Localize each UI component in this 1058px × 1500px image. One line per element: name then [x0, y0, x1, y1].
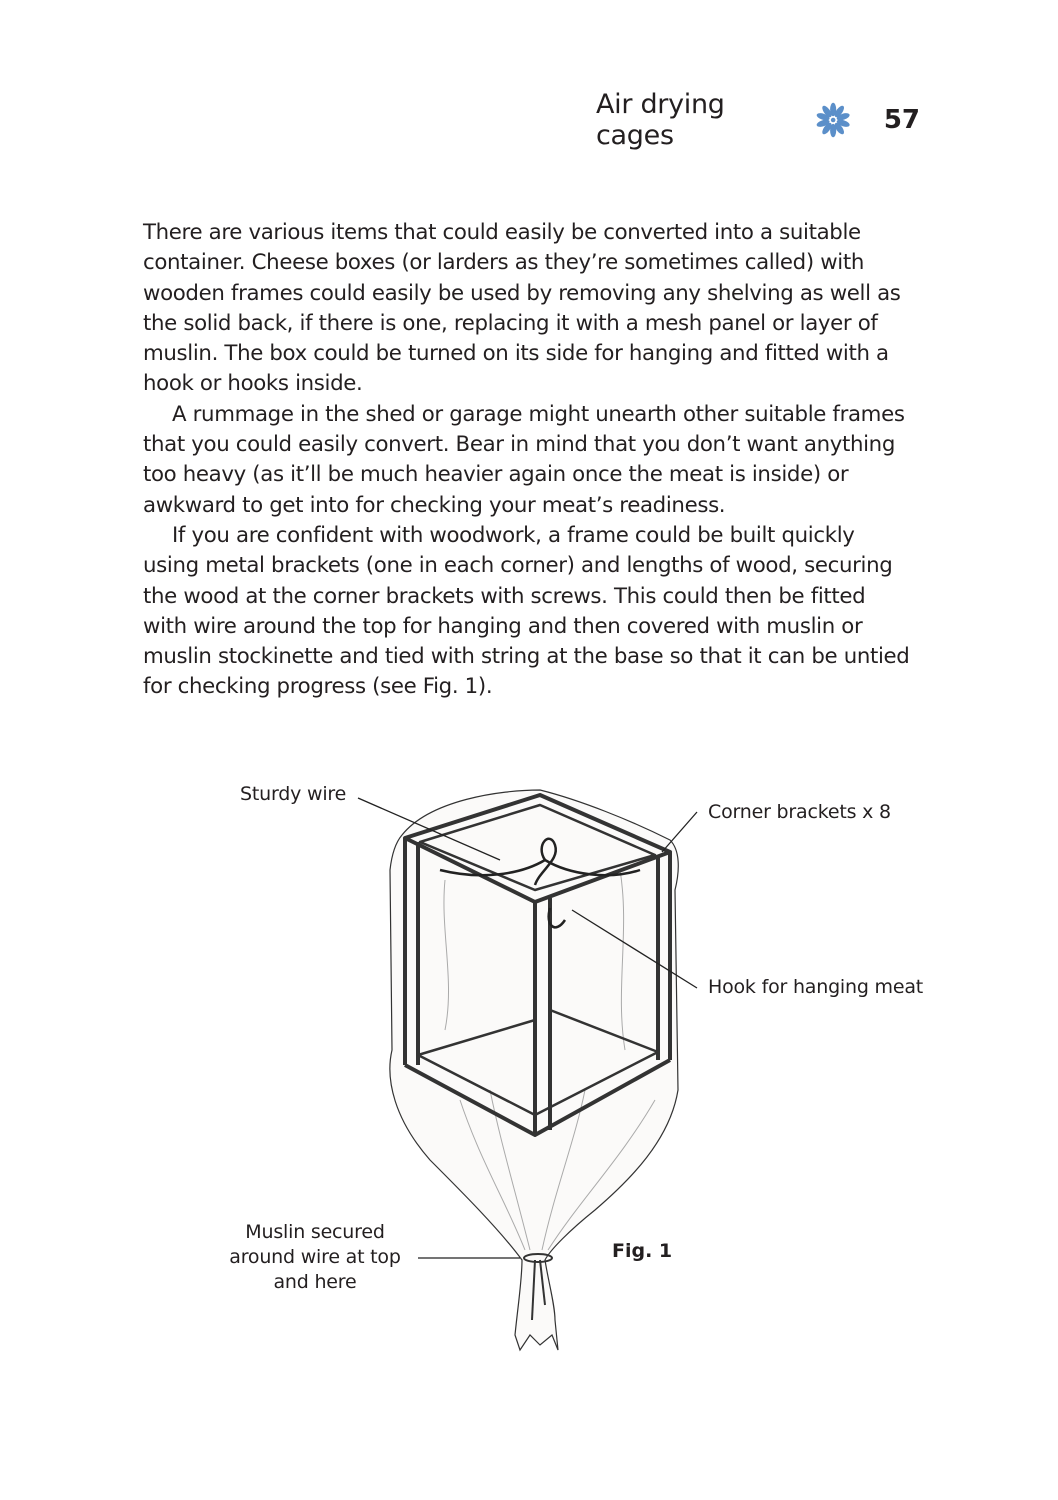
figure-caption: Fig. 1 [612, 1240, 673, 1262]
text-line: muslin stockinette and tied with string at the base so that it can be untied [143, 644, 910, 670]
paragraph-1 [143, 218, 943, 400]
text-line: If you are confident with woodwork, a frame could be built quickly [172, 522, 855, 548]
label-muslin-line: around wire at top [229, 1246, 401, 1268]
paragraph-3 [143, 521, 943, 703]
figure-1 [200, 760, 960, 1400]
body-text [143, 218, 943, 703]
label-sturdy-wire: Sturdy wire [240, 783, 347, 805]
text-line: awkward to get into for checking your meat’s readiness. [143, 492, 726, 518]
label-muslin [220, 1220, 410, 1295]
text-line: hook or hooks inside. [143, 371, 363, 397]
text-line: that you could easily convert. Bear in mind that you don’t want anything [143, 432, 896, 458]
label-muslin-line: and here [273, 1271, 357, 1293]
text-line: with wire around the top for hanging and then covered with muslin or [143, 613, 863, 639]
air-drying-cage-illustration [200, 760, 960, 1400]
text-line: too heavy (as it’ll be much heavier again once the meat is inside) or [143, 462, 849, 488]
page-number: 57 [883, 105, 920, 135]
text-line: the solid back, if there is one, replacing it with a mesh panel or layer of [143, 310, 878, 336]
text-line: the wood at the corner brackets with screws. This could then be fitted [143, 583, 866, 609]
paragraph-2 [143, 400, 943, 521]
label-hook: Hook for hanging meat [708, 976, 924, 998]
text-line: using metal brackets (one in each corner) and lengths of wood, securing [143, 553, 893, 579]
text-line: container. Cheese boxes (or larders as they’re sometimes called) with [143, 250, 864, 276]
label-corner-brackets: Corner brackets x 8 [708, 801, 891, 823]
text-line: for checking progress (see Fig. 1). [143, 674, 493, 700]
text-line: There are various items that could easily be converted into a suitable [143, 220, 861, 245]
running-title: Air drying cages [596, 89, 725, 151]
text-line: A rummage in the shed or garage might unearth other suitable frames [172, 401, 905, 427]
blue-flower-icon [814, 100, 852, 140]
running-head [560, 89, 920, 151]
text-line: muslin. The box could be turned on its side for hanging and fitted with a [143, 341, 889, 367]
text-line: wooden frames could easily be used by removing any shelving as well as [143, 280, 901, 306]
label-muslin-line: Muslin secured [245, 1221, 385, 1243]
